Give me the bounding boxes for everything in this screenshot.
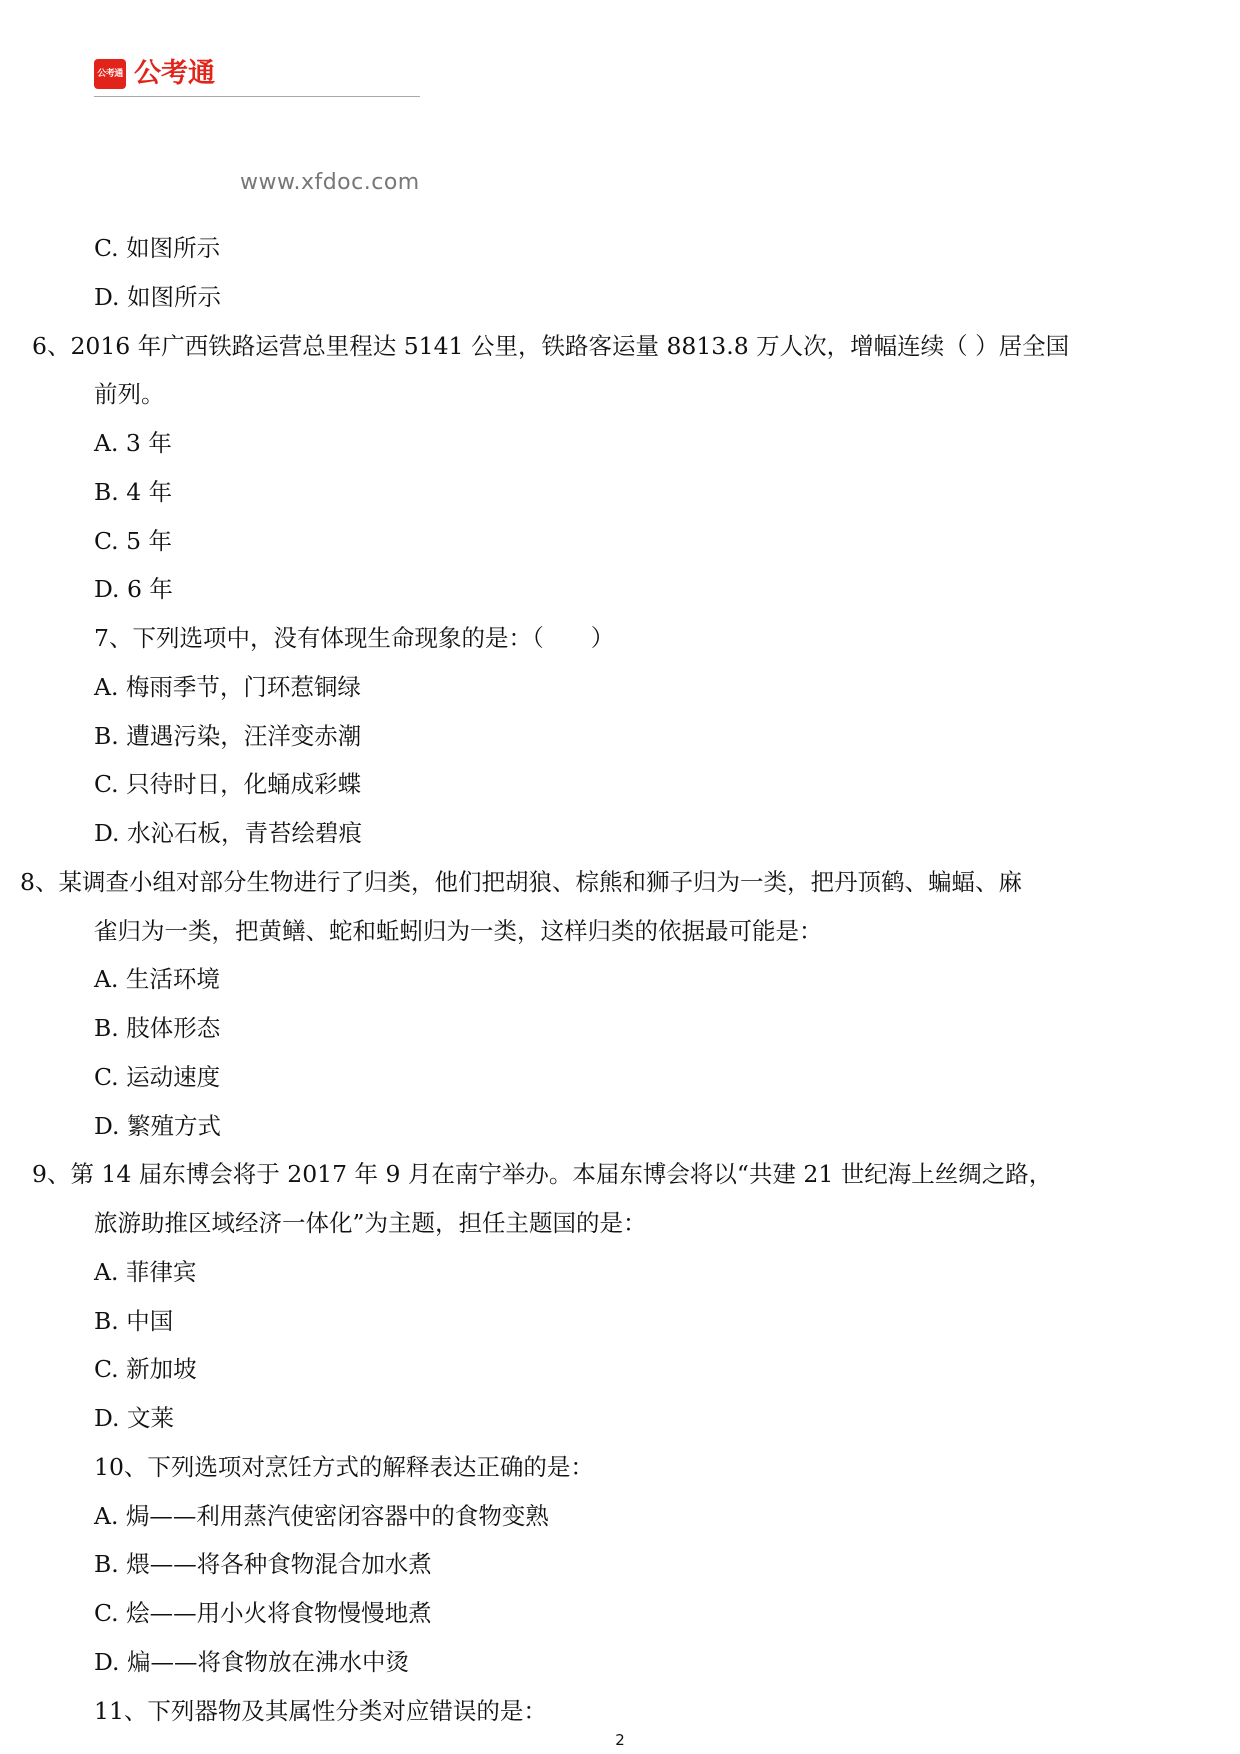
option-line: C. 运动速度 (94, 1063, 221, 1091)
option-line: A. 3 年 (94, 429, 172, 457)
option-line: B. 煨——将各种食物混合加水煮 (94, 1550, 432, 1578)
question-9-continued: 旅游助推区域经济一体化”为主题，担任主题国的是： (94, 1209, 647, 1237)
option-line: D. 水沁石板，青苔绘碧痕 (94, 819, 362, 847)
option-line: B. 肢体形态 (94, 1014, 221, 1042)
option-line: D. 煸——将食物放在沸水中烫 (94, 1648, 409, 1676)
option-line: C. 只待时日，化蛹成彩蝶 (94, 770, 362, 798)
question-6-continued: 前列。 (94, 380, 165, 408)
option-line: C. 5 年 (94, 527, 173, 555)
option-line: D. 如图所示 (94, 283, 221, 311)
option-line: D. 6 年 (94, 575, 173, 603)
question-8-continued: 雀归为一类，把黄鳝、蛇和蚯蚓归为一类，这样归类的依据最可能是： (94, 917, 823, 945)
question-7: 7、下列选项中，没有体现生命现象的是：（ ） (94, 624, 615, 652)
option-line: D. 繁殖方式 (94, 1112, 221, 1140)
option-line: A. 焗——利用蒸汽使密闭容器中的食物变熟 (94, 1502, 549, 1530)
question-11: 11、下列器物及其属性分类对应错误的是： (94, 1697, 547, 1725)
logo-text: 公考通 (134, 58, 215, 89)
question-8: 8、某调查小组对部分生物进行了归类，他们把胡狼、棕熊和狮子归为一类，把丹顶鹤、蝙蝠、麻 (20, 868, 1022, 896)
question-10: 10、下列选项对烹饪方式的解释表达正确的是： (94, 1453, 594, 1481)
option-line: C. 烩——用小火将食物慢慢地煮 (94, 1599, 432, 1627)
header (94, 56, 420, 97)
logo-icon: 公考通 (94, 59, 126, 89)
page-number: 2 (615, 1731, 625, 1749)
option-line: A. 生活环境 (94, 965, 220, 993)
question-9: 9、第 14 届东博会将于 2017 年 9 月在南宁举办。本届东博会将以“共建 21 世纪海上丝绸之路， (32, 1160, 1053, 1188)
option-line: B. 4 年 (94, 478, 173, 506)
option-line: A. 菲律宾 (94, 1258, 197, 1286)
option-line: A. 梅雨季节，门环惹铜绿 (94, 673, 361, 701)
option-line: C. 新加坡 (94, 1355, 197, 1383)
option-line: B. 遭遇污染，汪洋变赤潮 (94, 722, 362, 750)
watermark: www.xfdoc.com (240, 170, 420, 195)
option-line: B. 中国 (94, 1307, 174, 1335)
option-line: C. 如图所示 (94, 234, 221, 262)
question-6: 6、2016 年广西铁路运营总里程达 5141 公里，铁路客运量 8813.8 万人次，增幅连续（ ）居全国 (32, 332, 1070, 360)
option-line: D. 文莱 (94, 1404, 174, 1432)
